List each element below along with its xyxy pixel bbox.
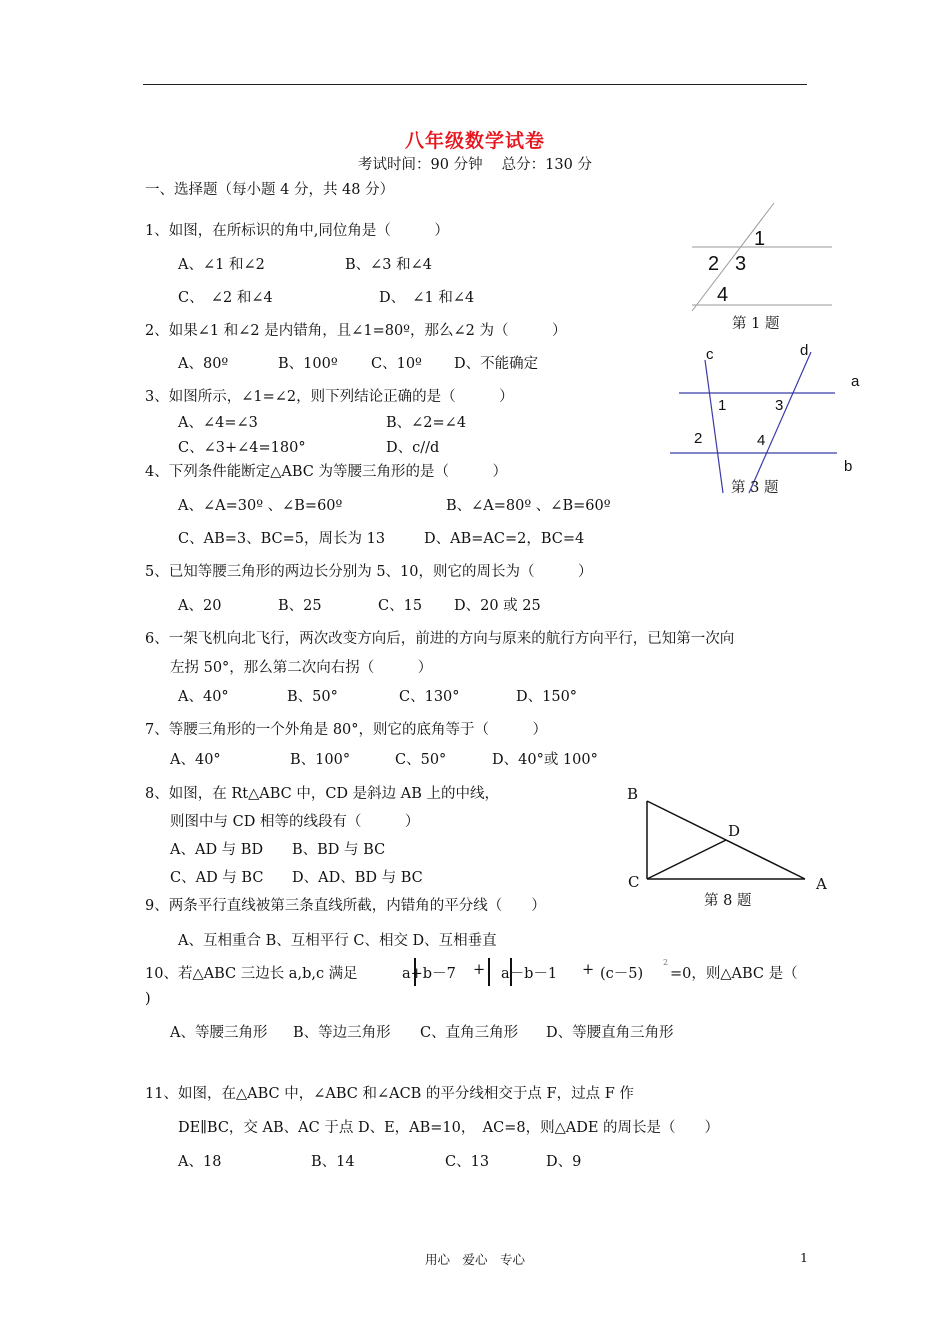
question-1-option-c: C、 ∠2 和∠4 bbox=[178, 290, 273, 306]
question-6-stem-line-1: 6、一架飞机向北飞行，两次改变方向后，前进的方向与原来的航行方向平行，已知第一次向 bbox=[145, 631, 735, 647]
question-10-option-d: D、等腰直角三角形 bbox=[546, 1025, 674, 1041]
question-11-stem-line-1: 11、如图，在△ABC 中，∠ABC 和∠ACB 的平分线相交于点 F，过点 F 作 bbox=[145, 1086, 634, 1102]
abs-bar bbox=[488, 958, 490, 986]
question-11-option-b: B、14 bbox=[311, 1154, 355, 1170]
question-5-option-b: B、25 bbox=[278, 598, 322, 614]
question-2-option-c: C、10º bbox=[371, 356, 422, 372]
question-6-stem-line-2: 左拐 50°，那么第二次向右拐（ ） bbox=[170, 660, 433, 676]
angle-label-2: 2 bbox=[694, 430, 703, 447]
vertex-label-b: B bbox=[627, 785, 639, 803]
point-label-d: D bbox=[728, 822, 741, 840]
figure-3 bbox=[665, 338, 870, 503]
question-10-stem-wrap: ) bbox=[145, 991, 151, 1007]
question-8-option-d: D、AD、BD 与 BC bbox=[292, 870, 423, 886]
question-4-stem: 4、下列条件能断定△ABC 为等腰三角形的是（ ） bbox=[145, 464, 507, 480]
angle-label-3: 3 bbox=[735, 253, 747, 275]
figure-8-caption: 第 8 题 bbox=[704, 893, 752, 909]
angle-label-1: 1 bbox=[718, 397, 727, 414]
page-number: 1 bbox=[800, 1250, 808, 1265]
question-8-option-a: A、AD 与 BD bbox=[170, 842, 264, 858]
line-label-b: b bbox=[844, 458, 853, 475]
abs-expression-1: a+b－7 bbox=[402, 966, 456, 982]
question-3-option-c: C、∠3+∠4=180° bbox=[178, 440, 306, 456]
question-9-options: A、互相重合 B、互相平行 C、相交 D、互相垂直 bbox=[178, 933, 497, 949]
header-rule bbox=[143, 84, 807, 85]
question-7-option-a: A、40° bbox=[170, 752, 221, 768]
question-9-stem: 9、两条平行直线被第三条直线所截，内错角的平分线（ ） bbox=[145, 898, 546, 914]
question-1-option-b: B、∠3 和∠4 bbox=[345, 257, 433, 273]
question-10-option-b: B、等边三角形 bbox=[293, 1025, 391, 1041]
question-5-option-c: C、15 bbox=[378, 598, 423, 614]
angle-label-3: 3 bbox=[775, 397, 784, 414]
section-heading: 一、选择题（每小题 4 分，共 48 分） bbox=[145, 182, 395, 198]
angle-label-4: 4 bbox=[757, 432, 766, 449]
line-label-a: a bbox=[851, 373, 860, 390]
question-11-option-c: C、13 bbox=[445, 1154, 490, 1170]
question-11-option-a: A、18 bbox=[178, 1154, 222, 1170]
question-7-option-c: C、50° bbox=[395, 752, 447, 768]
question-2-option-a: A、80º bbox=[178, 356, 229, 372]
question-3-option-a: A、∠4=∠3 bbox=[178, 415, 258, 431]
question-1-stem: 1、如图，在所标识的角中,同位角是（ ） bbox=[145, 223, 449, 239]
angle-label-4: 4 bbox=[717, 284, 729, 306]
question-3-option-b: B、∠2=∠4 bbox=[386, 415, 467, 431]
page-title: 八年级数学试卷 bbox=[404, 130, 545, 152]
question-11-stem-line-2: DE∥BC，交 AB、AC 于点 D、E，AB=10， AC=8，则△ADE 的周长是（ ） bbox=[178, 1120, 720, 1136]
figure-1 bbox=[680, 195, 840, 335]
vertex-label-c: C bbox=[628, 873, 640, 891]
question-3-stem: 3、如图所示，∠1=∠2，则下列结论正确的是（ ） bbox=[145, 389, 514, 405]
angle-label-1: 1 bbox=[754, 228, 766, 250]
question-10-option-a: A、等腰三角形 bbox=[170, 1025, 268, 1041]
figure-8 bbox=[620, 780, 840, 915]
question-10-stem-tail: =0，则△ABC 是（ bbox=[670, 966, 798, 982]
question-6-option-b: B、50° bbox=[287, 689, 338, 705]
exam-info: 考试时间：90 分钟 总分：130 分 bbox=[358, 157, 592, 173]
footer-text: 用心 爱心 专心 bbox=[424, 1252, 525, 1267]
line-label-d: d bbox=[800, 342, 809, 359]
figure-3-caption: 第 3 题 bbox=[731, 480, 779, 496]
question-5-option-d: D、20 或 25 bbox=[454, 598, 541, 614]
question-6-option-d: D、150° bbox=[516, 689, 578, 705]
question-7-option-b: B、100° bbox=[290, 752, 351, 768]
exponent: 2 bbox=[663, 958, 669, 967]
question-3-option-d: D、c//d bbox=[386, 440, 440, 456]
question-8-stem-line-2: 则图中与 CD 相等的线段有（ ） bbox=[170, 814, 420, 830]
question-10-option-c: C、直角三角形 bbox=[420, 1025, 519, 1041]
line-label-c: c bbox=[706, 346, 714, 363]
question-4-option-c: C、AB=3、BC=5，周长为 13 bbox=[178, 531, 386, 547]
question-8-option-b: B、BD 与 BC bbox=[292, 842, 386, 858]
question-5-option-a: A、20 bbox=[178, 598, 222, 614]
abs-expression-2: a－b－1 bbox=[501, 966, 558, 982]
figure-1-caption: 第 1 题 bbox=[732, 316, 780, 332]
angle-label-2: 2 bbox=[708, 253, 720, 275]
question-6-option-c: C、130° bbox=[399, 689, 460, 705]
question-10-stem-intro: 10、若△ABC 三边长 a,b,c 满足 bbox=[145, 966, 358, 982]
question-2-option-d: D、不能确定 bbox=[454, 356, 539, 372]
question-6-option-a: A、40° bbox=[178, 689, 229, 705]
question-5-stem: 5、已知等腰三角形的两边长分别为 5、10，则它的周长为（ ） bbox=[145, 564, 593, 580]
question-1-option-d: D、 ∠1 和∠4 bbox=[379, 290, 475, 306]
vertex-label-a: A bbox=[816, 875, 827, 893]
question-7-stem: 7、等腰三角形的一个外角是 80°，则它的底角等于（ ） bbox=[145, 722, 548, 738]
question-2-option-b: B、100º bbox=[278, 356, 338, 372]
plus-sign: + bbox=[582, 962, 595, 978]
question-8-option-c: C、AD 与 BC bbox=[170, 870, 264, 886]
question-4-option-a: A、∠A=30º 、∠B=60º bbox=[178, 498, 343, 514]
plus-sign: + bbox=[473, 962, 486, 978]
question-1-option-a: A、∠1 和∠2 bbox=[178, 257, 265, 273]
question-11-option-d: D、9 bbox=[546, 1154, 582, 1170]
transversal-line bbox=[692, 203, 774, 311]
line-c bbox=[705, 360, 723, 493]
median-cd bbox=[647, 840, 726, 879]
question-4-option-b: B、∠A=80º 、∠B=60º bbox=[446, 498, 611, 514]
question-4-option-d: D、AB=AC=2，BC=4 bbox=[424, 531, 585, 547]
squared-term: (c－5) bbox=[600, 966, 644, 982]
question-2-stem: 2、如果∠1 和∠2 是内错角，且∠1=80º，那么∠2 为（ ） bbox=[145, 323, 567, 339]
line-d bbox=[749, 352, 811, 493]
question-7-option-d: D、40°或 100° bbox=[492, 752, 598, 768]
question-8-stem-line-1: 8、如图，在 Rt△ABC 中，CD 是斜边 AB 上的中线， bbox=[145, 786, 500, 802]
